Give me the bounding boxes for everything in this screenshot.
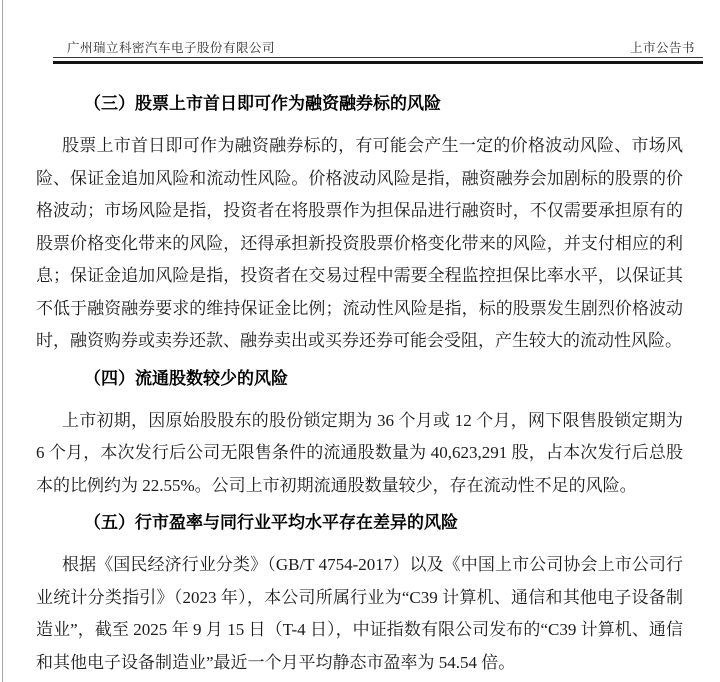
risk-section-limited-float: [36, 369, 683, 503]
document-content: [36, 94, 683, 679]
section-heading: （五）行市盈率与同行业平均水平存在差异的风险: [84, 513, 458, 532]
header-company-name: 广州瑞立科密汽车电子股份有限公司: [67, 41, 276, 55]
section-paragraph: 根据《国民经济行业分类》（GB/T 4754-2017）以及《中国上市公司协会上市公司行业统计分类指引》（2023 年），本公司所属行业为“C39 计算机、通信和其他电子设备制造业”，截至 2025 年 9 月 15 日（T-4 日），中证指数有限公司发布的“C39 计算机、通信和其他电子设备制造业”最近一个月平均静态市盈率为 54.54 倍。: [36, 555, 683, 672]
page-header: [53, 41, 703, 58]
section-heading: （三）股票上市首日即可作为融资融券标的风险: [84, 94, 441, 113]
header-rule: [53, 61, 703, 64]
risk-section-margin-trading: [36, 94, 683, 358]
section-heading: （四）流通股数较少的风险: [84, 368, 288, 388]
page-edge-line: [2, 0, 3, 682]
risk-section-pe-ratio-difference: [36, 513, 683, 679]
header-doc-label: 上市公告书: [629, 41, 695, 55]
section-paragraph: 股票上市首日即可作为融资融券标的，有可能会产生一定的价格波动风险、市场风险、保证金追加风险和流动性风险。价格波动风险是指，融资融券会加剧标的股票的价格波动；市场风险是指，投资者在将股票作为担保品进行融资时，不仅需要承担原有的股票价格变化带来的风险，还得承担新投资股票价格变化带来的风险，并支付相应的利息；保证金追加风险是指，投资者在交易过程中需要全程监控担保比率水平，以保证其不低于融资融券要求的维持保证金比例；流动性风险是指，标的股票发生剧烈价格波动时，融资购券或卖券还款、融券卖出或买券还券可能会受阻，产生较大的流动性风险。: [36, 136, 683, 350]
section-paragraph: 上市初期，因原始股股东的股份锁定期为 36 个月或 12 个月，网下限售股锁定期为 6 个月，本次发行后公司无限售条件的流通股数量为 40,623,291 股，占本次发行后总股本的比例约为 22.55%。公司上市初期流通股数量较少，存在流动性不足的风险。: [36, 410, 683, 495]
